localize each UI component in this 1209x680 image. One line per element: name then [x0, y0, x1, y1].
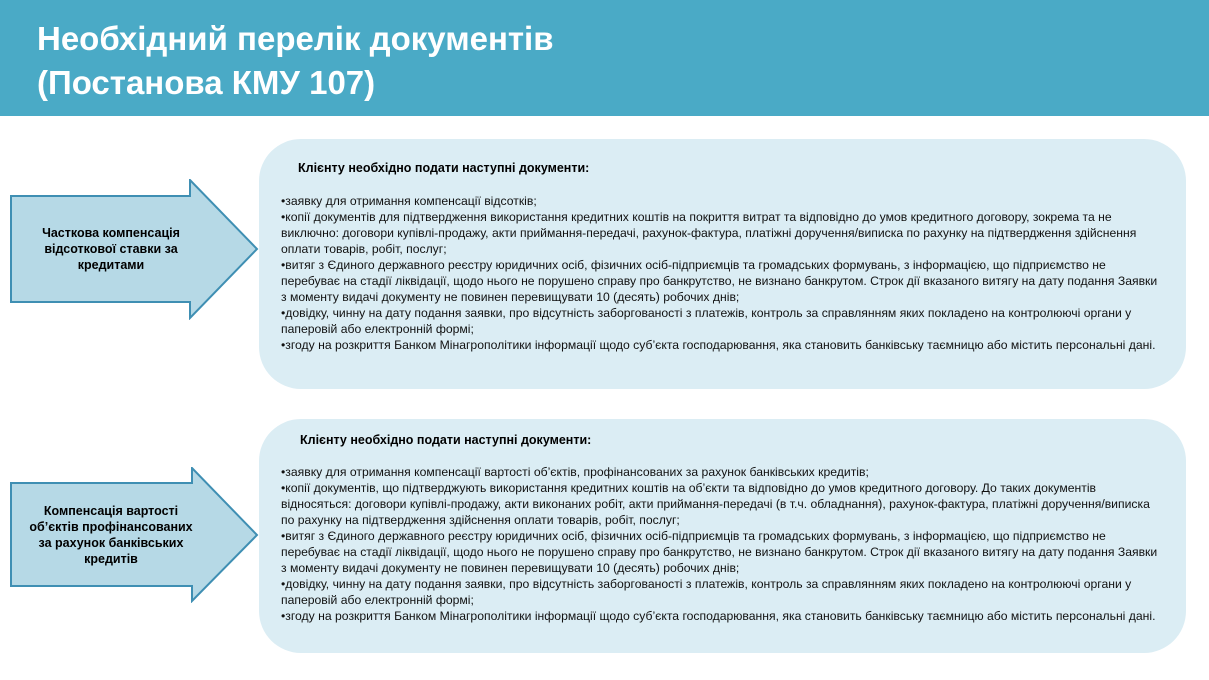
documents-panel-partial-compensation — [259, 139, 1186, 389]
list-item: •заявку для отримання компенсації вартості об’єктів, профінансованих за рахунок банківських кредитів; — [281, 465, 869, 479]
list-item: •витяг з Єдиного державного реєстру юридичних осіб, фізичних осіб-підприємців та громадських формувань, з інформацією, що підприємство не перебуває на стадії ліквідації, щодо нього не порушено справу про банкрутство, не визнано банкрутом. Строк дії вказаного витягу на дату подання Заявки з моменту видачі документу не повинен перевищувати 10 (десять) робочих днів; — [281, 529, 1158, 575]
list-item: •довідку, чинну на дату подання заявки, про відсутність заборгованості з платежів, контроль за справлянням яких покладено на контролюючі органи у паперовій або електронній формі; — [281, 306, 1132, 336]
panel-heading: Клієнту необхідно подати наступні документи: — [300, 433, 592, 447]
list-item: •довідку, чинну на дату подання заявки, про відсутність заборгованості з платежів, контроль за справлянням яких покладено на контролюючі органи у паперовій або електронній формі; — [281, 577, 1132, 607]
title-banner — [0, 0, 1209, 116]
list-item: •копії документів для підтвердження використання кредитних коштів на покриття витрат та відповідно до умов кредитного договору, зокрема та не виключно: договори купівлі-продажу, акти приймання-передачі, рахунок-фактура, платіжні доручення/виписка по рахунку на підтвердження здійснення оплати товарів, робіт, послуг; — [281, 210, 1137, 256]
panel-heading: Клієнту необхідно подати наступні документи: — [298, 161, 590, 175]
list-item: •копії документів, що підтверджують використання кредитних коштів на об’єкти та відповідно до умов кредитного договору. До таких документів відносяться: договори купівлі-продажу, акти виконаних робіт, акти приймання-передачі (в т.ч. обладнання), рахунок-фактура, платіжні доручення/виписка по рахунку на підтвердження здійснення оплати товарів, робіт, послуг; — [281, 481, 1150, 527]
list-item: •заявку для отримання компенсації відсотків; — [281, 194, 537, 208]
list-item: •витяг з Єдиного державного реєстру юридичних осіб, фізичних осіб-підприємців та громадських формувань, з інформацією, що підприємство не перебуває на стадії ліквідації, щодо нього не порушено справу про банкрутство, не визнано банкрутом. Строк дії вказаного витягу на дату подання Заявки з моменту видачі документу не повинен перевищувати 10 (десять) робочих днів; — [281, 258, 1158, 304]
arrow-label-object-compensation: Компенсація вартості об’єктів профінансованих за рахунок банківських кредитів — [29, 503, 193, 566]
documents-list — [281, 464, 1166, 624]
page-title — [37, 17, 554, 105]
documents-list — [281, 193, 1166, 353]
page-title-line-1: Необхідний перелік документів — [37, 20, 554, 57]
list-item: •згоду на розкриття Банком Мінагрополітики інформації щодо суб’єкта господарювання, яка становить банківську таємницю або містить персональні дані. — [281, 338, 1156, 352]
documents-panel-object-compensation — [259, 419, 1186, 653]
arrow-shape-partial-compensation — [10, 179, 260, 320]
list-item: •згоду на розкриття Банком Мінагрополітики інформації щодо суб’єкта господарювання, яка становить банківську таємницю або містить персональні дані. — [281, 609, 1156, 623]
page-title-line-2: (Постанова КМУ 107) — [37, 64, 376, 101]
arrow-shape-object-compensation — [10, 467, 260, 603]
arrow-label-partial-compensation: Часткова компенсація відсоткової ставки за кредитами — [42, 226, 180, 272]
